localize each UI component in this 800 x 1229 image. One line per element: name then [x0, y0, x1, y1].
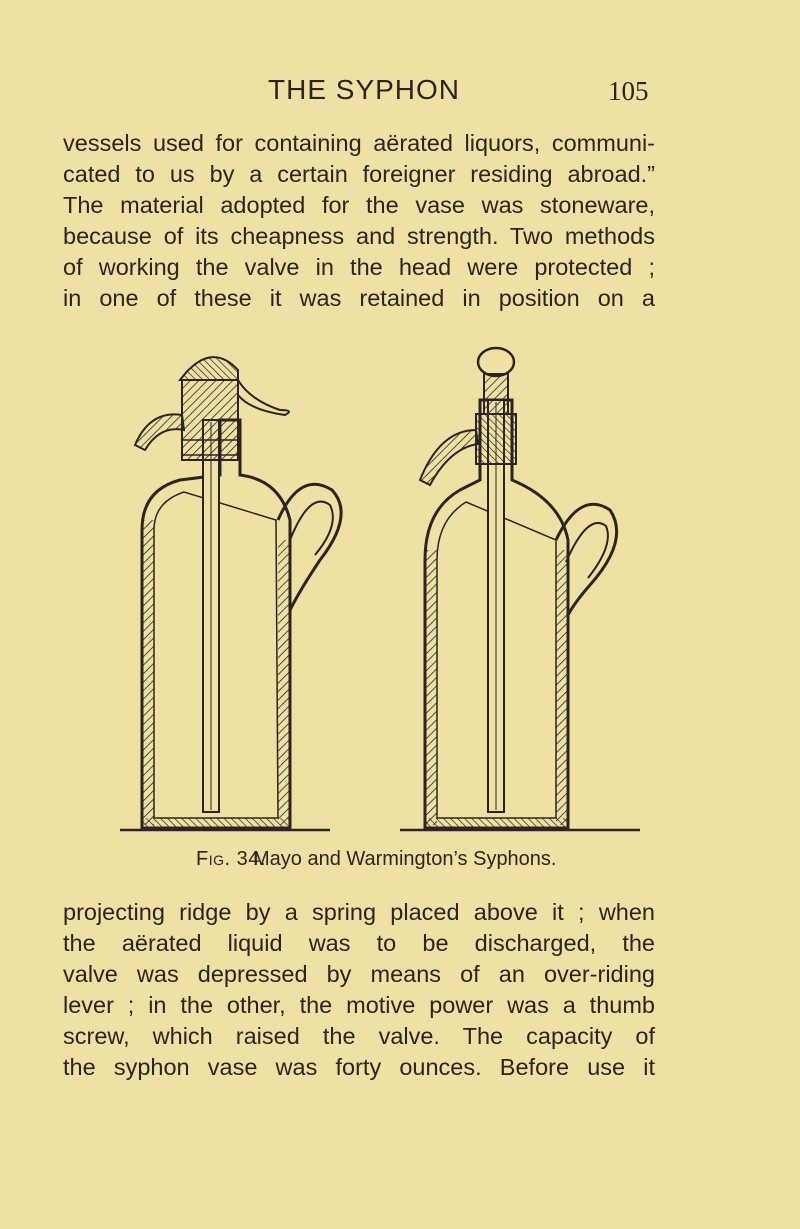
figure-caption-text: Mayo and Warmington’s Syphons. [253, 848, 557, 870]
running-title: THE SYPHON [268, 74, 461, 105]
right-syphon [400, 348, 640, 830]
text-line: screw, which raised the valve. The capacity of [63, 1023, 655, 1049]
left-syphon [120, 357, 341, 830]
syphon-illustration [120, 340, 640, 840]
text-line: because of its cheapness and strength. Two methods [63, 223, 655, 249]
text-line: projecting ridge by a spring placed above it ; when [63, 899, 655, 925]
text-line: the aërated liquid was to be discharged, the [63, 930, 655, 956]
text-line: the syphon vase was forty ounces. Before use it [63, 1054, 655, 1080]
text-line: of working the valve in the head were protected ; [63, 254, 655, 280]
paragraph-2 [63, 897, 655, 1083]
figure-label: Fig. 34. [196, 848, 266, 870]
paragraph-1 [63, 128, 655, 314]
page-number: 105 [608, 76, 649, 106]
page-header [0, 74, 800, 114]
text-line: lever ; in the other, the motive power was a thumb [63, 992, 655, 1018]
text-line: The material adopted for the vase was stoneware, [63, 192, 655, 218]
text-line: valve was depressed by means of an over-riding [63, 961, 655, 987]
text-line: in one of these it was retained in position on a [63, 285, 655, 311]
text-line: cated to us by a certain foreigner residing abroad.” [63, 161, 655, 187]
text-line: vessels used for containing aërated liquors, communi- [63, 130, 655, 156]
